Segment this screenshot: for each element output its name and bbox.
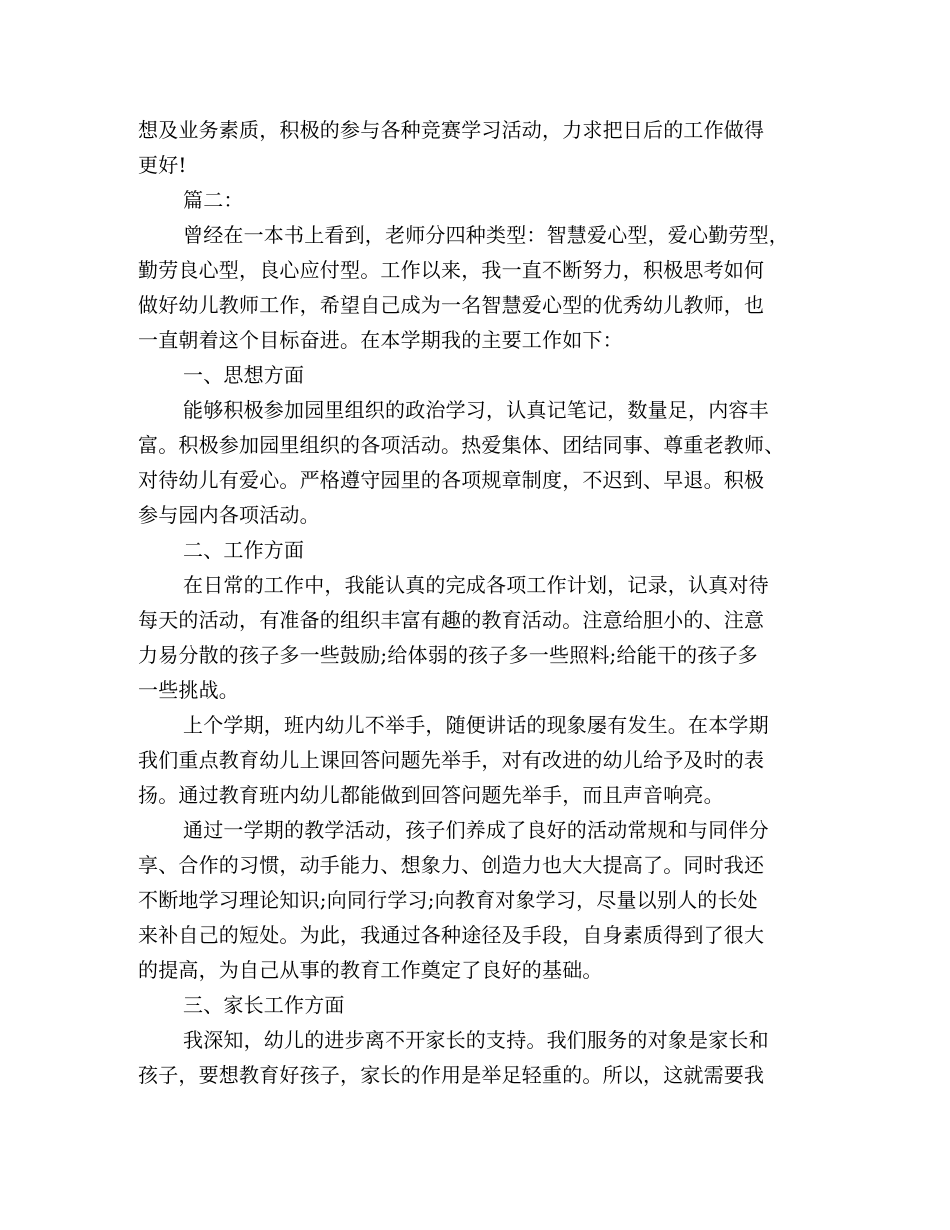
text-line: 我们重点教育幼儿上课回答问题先举手，对有改进的幼儿给予及时的表 (138, 748, 765, 772)
section-heading: 三、家长工作方面 (183, 993, 345, 1017)
text-line: 扬。通过教育班内幼儿都能做到回答问题先举手，而且声音响亮。 (138, 783, 724, 807)
text-line: 对待幼儿有爱心。严格遵守园里的各项规章制度，不迟到、早退。积极 (138, 468, 765, 492)
text-line: 勤劳良心型，良心应付型。工作以来，我一直不断努力，积极思考如何 (138, 258, 765, 282)
text-line: 不断地学习理论知识;向同行学习;向教育对象学习，尽量以别人的长处 (138, 888, 758, 912)
paragraph-start: 我深知，幼儿的进步离不开家长的支持。我们服务的对象是家长和 (183, 1028, 769, 1052)
text-line: 享、合作的习惯，动手能力、想象力、创造力也大大提高了。同时我还 (138, 853, 765, 877)
section-heading: 一、思想方面 (183, 363, 305, 387)
paragraph-start: 能够积极参加园里组织的政治学习，认真记笔记，数量足，内容丰 (183, 398, 769, 422)
section-heading: 篇二： (183, 188, 244, 212)
text-line: 做好幼儿教师工作，希望自己成为一名智慧爱心型的优秀幼儿教师，也 (138, 293, 765, 317)
section-heading: 二、工作方面 (183, 538, 305, 562)
text-line: 想及业务素质，积极的参与各种竞赛学习活动，力求把日后的工作做得 (138, 118, 765, 142)
text-line: 孩子，要想教育好孩子，家长的作用是举足轻重的。所以，这就需要我 (138, 1063, 765, 1087)
text-line: 力易分散的孩子多一些鼓励;给体弱的孩子多一些照料;给能干的孩子多 (138, 643, 758, 667)
text-line: 的提高，为自己从事的教育工作奠定了良好的基础。 (138, 958, 603, 982)
text-line: 更好! (138, 153, 187, 177)
text-line: 参与园内各项活动。 (138, 503, 320, 527)
text-line: 每天的活动，有准备的组织丰富有趣的教育活动。注意给胆小的、注意 (138, 608, 765, 632)
paragraph-start: 在日常的工作中，我能认真的完成各项工作计划，记录，认真对待 (183, 573, 769, 597)
paragraph-start: 上个学期，班内幼儿不举手，随便讲话的现象屡有发生。在本学期 (183, 713, 769, 737)
text-line: 来补自己的短处。为此，我通过各种途径及手段，自身素质得到了很大 (138, 923, 765, 947)
paragraph-start: 曾经在一本书上看到，老师分四种类型：智慧爱心型，爱心勤劳型， (183, 223, 789, 247)
text-line: 一些挑战。 (138, 678, 239, 702)
text-line: 富。积极参加园里组织的各项活动。热爱集体、团结同事、尊重老教师、 (138, 433, 785, 457)
text-line: 一直朝着这个目标奋进。在本学期我的主要工作如下： (138, 328, 623, 352)
paragraph-start: 通过一学期的教学活动，孩子们养成了良好的活动常规和与同伴分 (183, 818, 769, 842)
